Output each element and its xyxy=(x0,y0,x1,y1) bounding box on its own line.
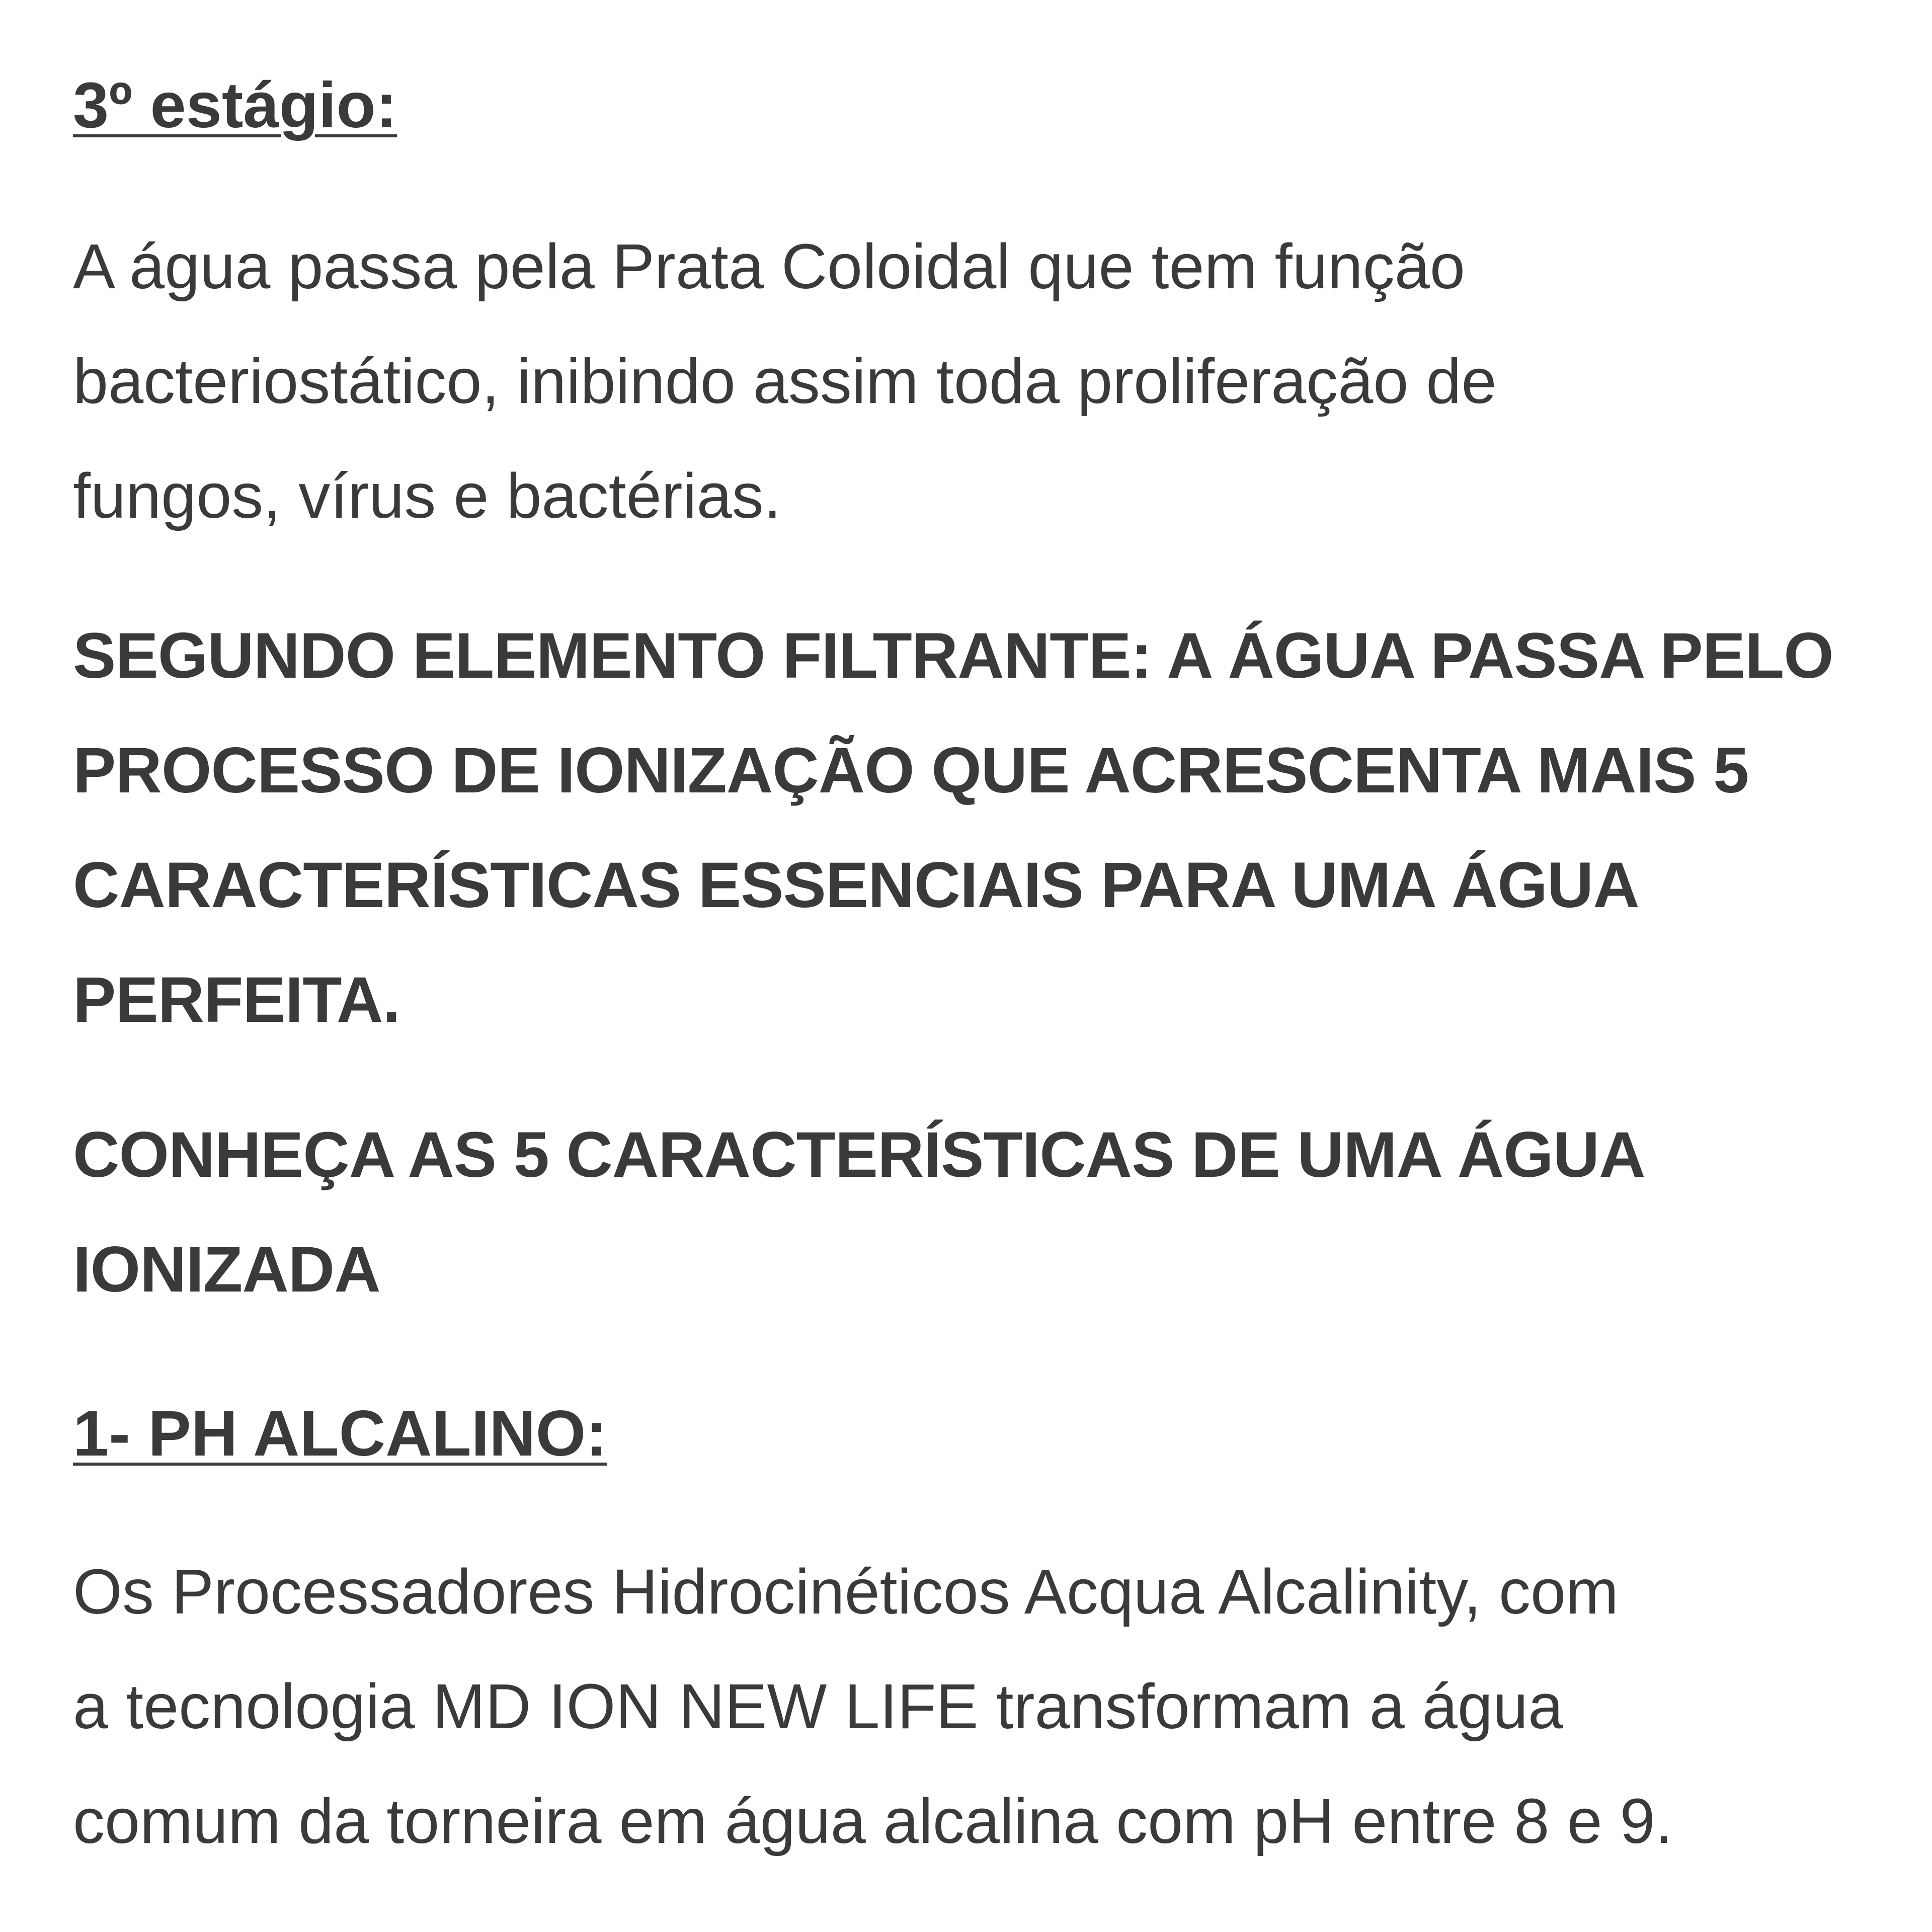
five-characteristics-paragraph xyxy=(73,1098,1904,1327)
paragraph-line: CARACTERÍSTICAS ESSENCIAIS PARA UMA ÁGUA xyxy=(73,849,1639,921)
paragraph-line: comum da torneira em água alcalina com pH entre 8 e 9. xyxy=(73,1786,1673,1857)
second-filter-element-paragraph xyxy=(73,599,1904,1058)
paragraph-line: bacteriostático, inibindo assim toda proliferação de xyxy=(73,346,1497,417)
paragraph-line: Os Processadores Hidrocinéticos Acqua Alcalinity, com xyxy=(73,1556,1619,1627)
paragraph-line: PROCESSO DE IONIZAÇÃO QUE ACRESCENTA MAIS 5 xyxy=(73,735,1749,807)
paragraph-line: a tecnologia MD ION NEW LIFE transformam a água xyxy=(73,1671,1564,1742)
paragraph-line: IONIZADA xyxy=(73,1234,380,1306)
stage-3-heading: 3º estágio: xyxy=(73,69,397,141)
paragraph-line: fungos, vírus e bactérias. xyxy=(73,460,781,531)
paragraph-line: A água passa pela Prata Coloidal que tem função xyxy=(73,231,1465,302)
ph-alkaline-heading: 1- PH ALCALINO: xyxy=(73,1398,607,1470)
ph-alkaline-paragraph xyxy=(73,1535,1904,1879)
stage-3-paragraph xyxy=(73,209,1904,553)
paragraph-line: CONHEÇA AS 5 CARACTERÍSTICAS DE UMA ÁGUA xyxy=(73,1119,1645,1191)
paragraph-line: SEGUNDO ELEMENTO FILTRANTE: A ÁGUA PASSA PELO xyxy=(73,620,1833,692)
paragraph-line: PERFEITA. xyxy=(73,964,400,1036)
